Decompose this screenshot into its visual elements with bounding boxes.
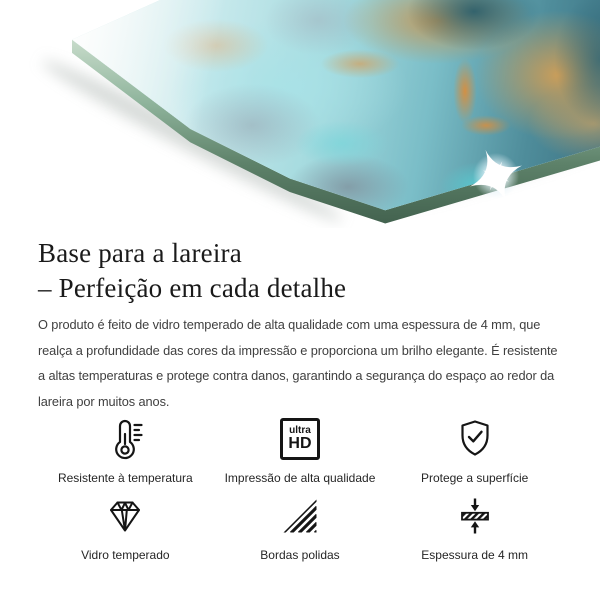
product-photo (0, 0, 600, 228)
product-description: O produto é feito de vidro temperado de alta qualidade com uma espessura de 4 mm, que realça a profundidade das cores da impressão e proporciona um brilho elegante. É resistente a altas temperaturas e protege contra danos, garantindo a segurança do espaço ao redor da lareira por muitos anos. (38, 317, 558, 409)
feature-label-surface-protection: Protege a superfície (420, 471, 529, 485)
thermometer-icon (105, 416, 145, 462)
page-title-line1: Base para a lareira (38, 238, 242, 268)
shield-check-icon (455, 416, 495, 462)
feature-polished-edges (213, 493, 388, 562)
product-info-section (0, 236, 600, 562)
feature-temperature-resistant (38, 416, 213, 485)
ultra-hd-icon (280, 416, 320, 462)
ultra-hd-icon-text-top: ultra (289, 425, 311, 436)
page-title-line2: – Perfeição em cada detalhe (38, 273, 347, 303)
feature-label-print-quality: Impressão de alta qualidade (224, 471, 376, 485)
feature-label-tempered-glass: Vidro temperado (81, 548, 170, 562)
feature-label-polished-edges: Bordas polidas (260, 548, 340, 562)
polished-edges-icon (280, 493, 320, 539)
feature-surface-protection (387, 416, 562, 485)
feature-thickness (387, 493, 562, 562)
sparkle-icon (462, 142, 530, 210)
feature-label-thickness: Espessura de 4 mm (421, 548, 529, 562)
ultra-hd-icon-text-bottom: HD (288, 435, 312, 452)
feature-label-temperature: Resistente à temperatura (57, 471, 193, 485)
page-title (38, 236, 562, 306)
feature-print-quality (213, 416, 388, 485)
diamond-icon (105, 493, 145, 539)
thickness-4mm-icon (455, 493, 495, 539)
feature-tempered-glass (38, 493, 213, 562)
feature-grid (38, 416, 562, 562)
